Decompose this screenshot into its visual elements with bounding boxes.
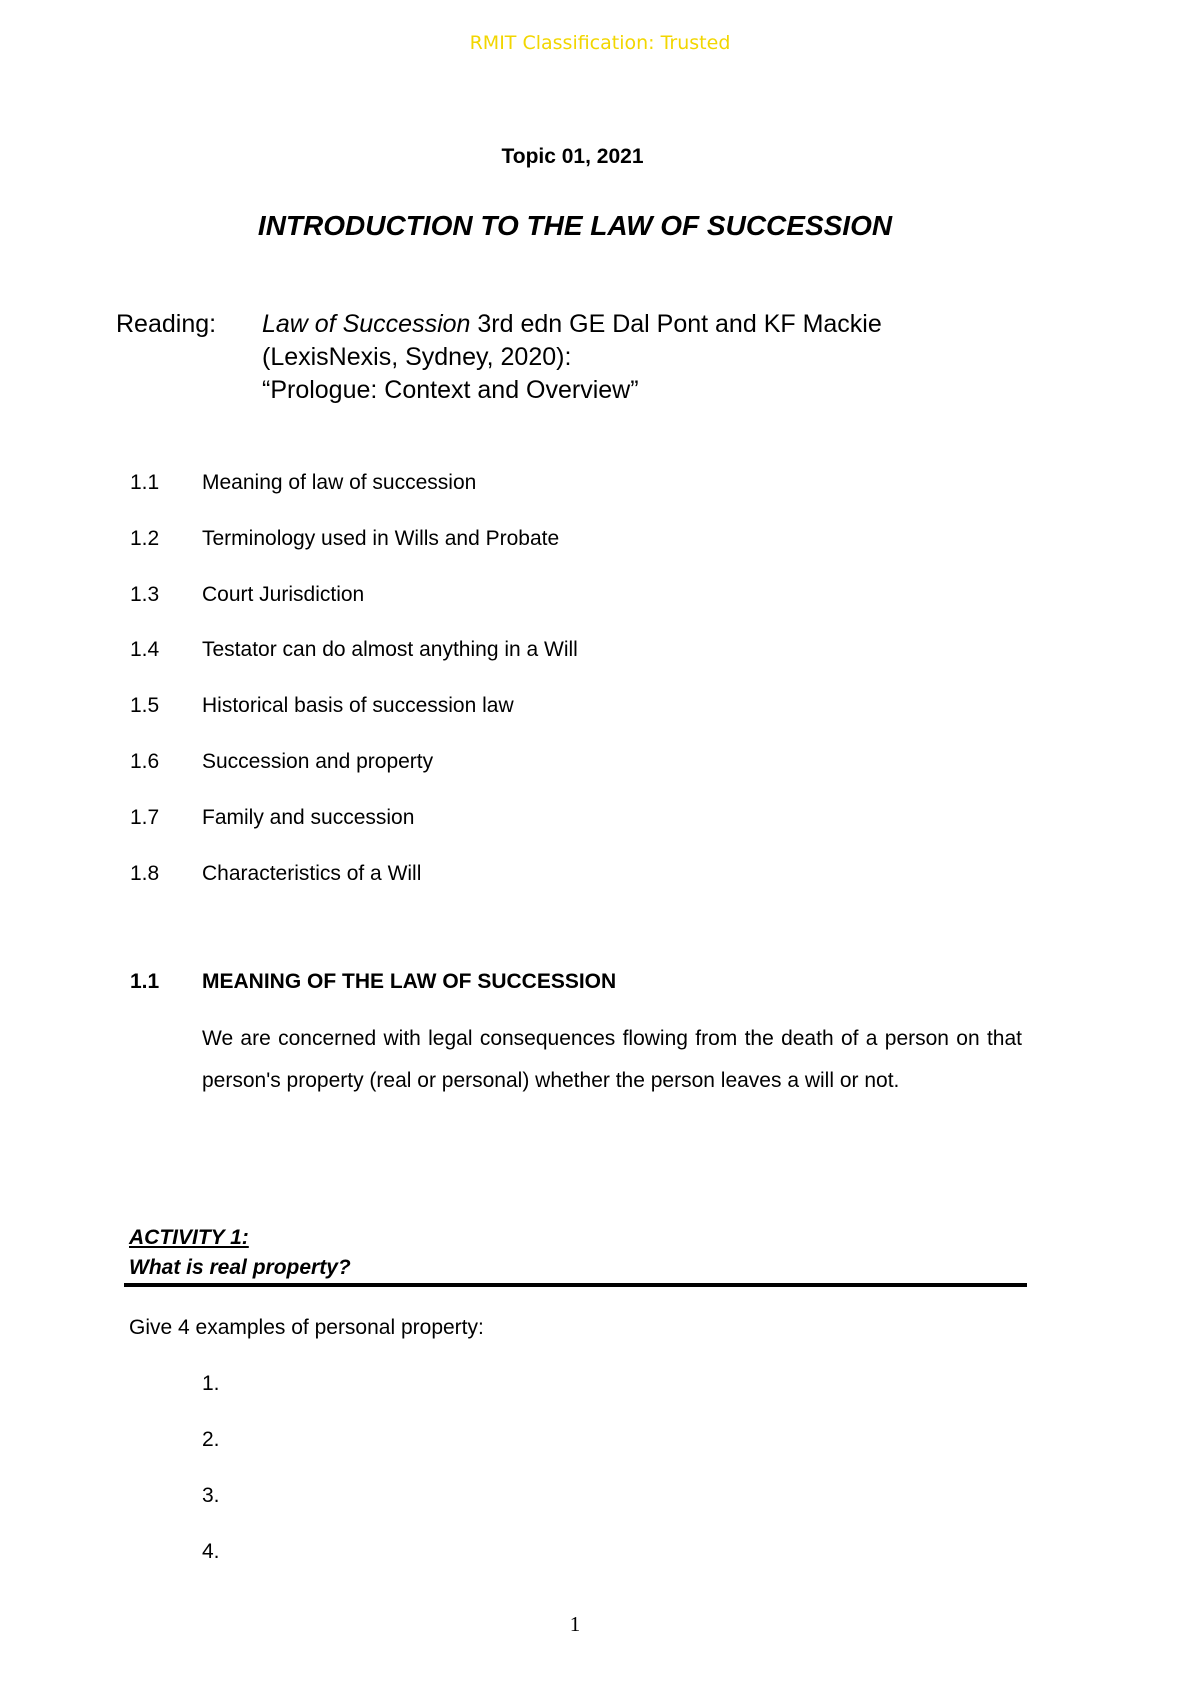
toc-item-number: 1.5 [130, 694, 160, 717]
toc-item-label: Succession and property [202, 750, 434, 773]
toc-item-label: Court Jurisdiction [202, 583, 365, 606]
activity-label: ACTIVITY 1: [129, 1226, 249, 1249]
activity-prompt: Give 4 examples of personal property: [129, 1316, 484, 1339]
toc-item-number: 1.2 [130, 527, 160, 550]
section-title: MEANING OF THE LAW OF SUCCESSION [202, 970, 617, 993]
toc-item-number: 1.1 [130, 471, 160, 494]
activity-question: What is real property? [129, 1256, 351, 1279]
page-number: 1 [569, 1612, 581, 1636]
horizontal-rule [124, 1283, 1027, 1287]
answer-blank-1: 1. [202, 1372, 220, 1395]
answer-blank-4: 4. [202, 1540, 220, 1563]
answer-blank-2: 2. [202, 1428, 220, 1451]
reading-book-title: Law of Succession [262, 310, 471, 338]
reading-citation-line-2: (LexisNexis, Sydney, 2020): [262, 343, 572, 371]
classification-header: RMIT Classification: Trusted [469, 32, 731, 54]
section-body: We are concerned with legal consequences flowing from the death of a person on that person's property (real or personal) whether the person leaves a will or not. [202, 1027, 1022, 1092]
reading-citation-rest: 3rd edn GE Dal Pont and KF Mackie [470, 310, 882, 338]
toc-item-number: 1.7 [130, 806, 160, 829]
document-title: INTRODUCTION TO THE LAW OF SUCCESSION [257, 210, 893, 241]
reading-citation-line-3: “Prologue: Context and Overview” [262, 376, 639, 404]
toc-item-label: Historical basis of succession law [202, 694, 514, 717]
reading-citation-line-1 [262, 310, 882, 339]
toc-item-label: Testator can do almost anything in a Will [202, 638, 578, 661]
reading-label: Reading: [116, 310, 217, 338]
toc-item-label: Terminology used in Wills and Probate [202, 527, 560, 550]
topic-heading: Topic 01, 2021 [501, 145, 644, 168]
section-number: 1.1 [130, 970, 160, 993]
toc-item-number: 1.3 [130, 583, 160, 606]
toc-item-number: 1.4 [130, 638, 160, 661]
toc-item-number: 1.8 [130, 862, 160, 885]
toc-item-label: Meaning of law of succession [202, 471, 477, 494]
answer-blank-3: 3. [202, 1484, 220, 1507]
toc-item-label: Family and succession [202, 806, 415, 829]
toc-item-label: Characteristics of a Will [202, 862, 422, 885]
toc-item-number: 1.6 [130, 750, 160, 773]
